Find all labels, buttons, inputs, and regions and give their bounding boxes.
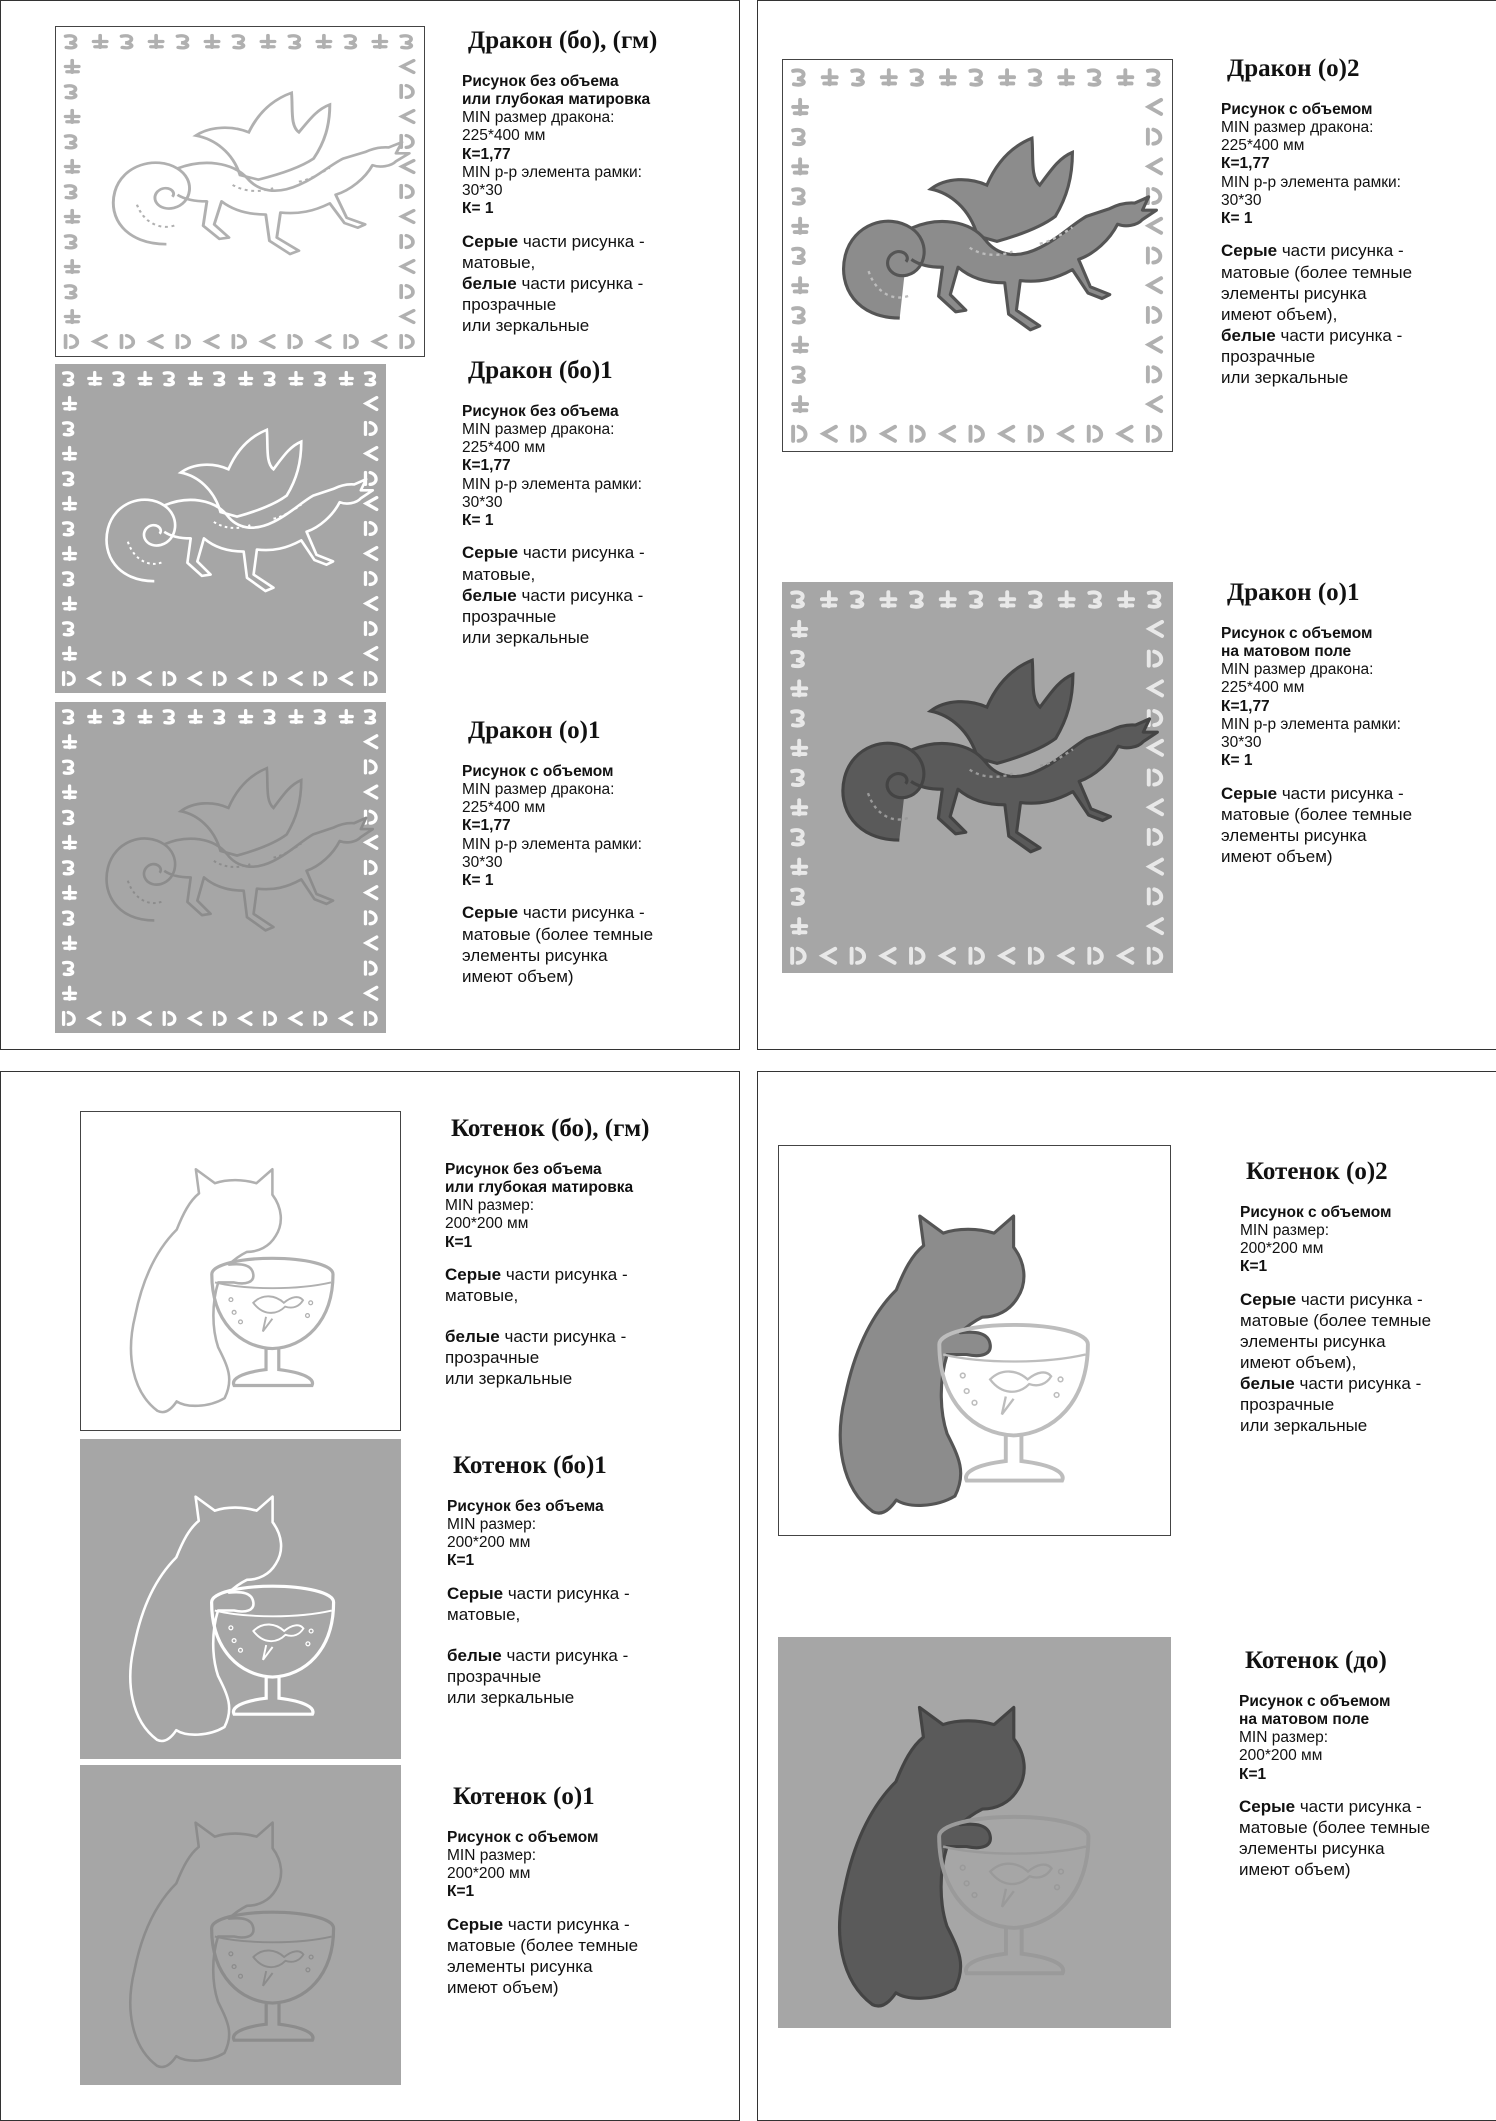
caption-title: Котенок (о)2 xyxy=(1246,1158,1388,1185)
note-line xyxy=(462,606,645,627)
caption-title: Дракон (о)2 xyxy=(1227,55,1360,82)
spec-line: К=1 xyxy=(445,1233,473,1251)
kitten-body xyxy=(130,1823,281,2067)
note-keyword: Серые xyxy=(1221,783,1278,803)
spec-line: MIN р-р элемента рамки: xyxy=(1221,173,1401,191)
note-rest: элементы рисунка xyxy=(1221,283,1367,303)
note-line xyxy=(447,1956,638,1977)
note-line xyxy=(462,902,653,923)
spec-line: К= 1 xyxy=(462,512,494,530)
spec-list xyxy=(1240,1204,1431,1277)
note-rest: части рисунка - xyxy=(518,903,645,923)
note-keyword: Серые xyxy=(1239,1796,1296,1816)
spec-line: MIN р-р элемента рамки: xyxy=(462,835,642,853)
spec-line: Рисунок без объема xyxy=(462,72,619,90)
kitten-drawing xyxy=(778,1637,1171,2028)
dragon-wing xyxy=(181,430,301,517)
kitten-drawing xyxy=(80,1765,401,2085)
note-rest: элементы рисунка xyxy=(1240,1331,1386,1351)
note-line xyxy=(1221,825,1412,846)
spec-line: MIN размер дракона: xyxy=(1221,118,1374,136)
kitten-o2-caption xyxy=(1240,1158,1431,1436)
note-line xyxy=(1221,304,1412,325)
note-line xyxy=(462,231,657,252)
spec-line: MIN размер: xyxy=(1240,1221,1330,1239)
dragon-drawing xyxy=(782,582,1173,973)
note-rest: части рисунка - xyxy=(1277,241,1404,261)
note-line xyxy=(1240,1310,1431,1331)
spec-line: К=1 xyxy=(447,1552,475,1570)
note-rest: части рисунка - xyxy=(501,1264,628,1284)
note-text xyxy=(1240,1289,1431,1437)
note-line xyxy=(1240,1373,1431,1394)
dragon-body xyxy=(107,479,373,591)
note-rest: имеют объем) xyxy=(1221,846,1333,866)
spec-line: Рисунок без объема xyxy=(447,1497,604,1515)
note-rest: части рисунка - xyxy=(1295,1796,1422,1816)
spec-line: Рисунок с объемом xyxy=(1221,624,1373,642)
note-line xyxy=(445,1326,650,1347)
note-rest: матовые (более темные xyxy=(1221,804,1413,824)
note-rest: матовые (более темные xyxy=(1221,262,1413,282)
caption-title: Дракон (о)1 xyxy=(468,717,601,744)
caption-title: Котенок (о)1 xyxy=(453,1783,595,1810)
dragon-o1-matte-caption xyxy=(1221,579,1412,867)
spec-line: MIN размер: xyxy=(447,1846,537,1864)
note-line xyxy=(1221,240,1412,261)
spec-line: К=1 xyxy=(447,1883,475,1901)
spec-line: К=1 xyxy=(1239,1765,1267,1783)
note-rest: матовые, xyxy=(462,564,536,584)
dragon-o1-illustration xyxy=(55,702,386,1033)
note-line xyxy=(447,1687,630,1708)
note-line xyxy=(1239,1859,1430,1880)
spec-line: К= 1 xyxy=(462,200,494,218)
spec-line: 200*200 мм xyxy=(447,1534,531,1552)
note-text xyxy=(445,1264,650,1389)
spec-line: К= 1 xyxy=(1221,210,1253,228)
note-line xyxy=(1221,325,1412,346)
kitten-o1-illustration xyxy=(80,1765,401,2085)
note-rest: части рисунка - xyxy=(503,1914,630,1934)
goldfish xyxy=(253,1296,303,1331)
note-line xyxy=(462,252,657,273)
note-line xyxy=(447,1666,630,1687)
note-rest: части рисунка - xyxy=(501,1645,629,1665)
note-rest: прозрачные xyxy=(1240,1395,1335,1415)
note-rest: части рисунка - xyxy=(518,543,645,563)
note-line xyxy=(462,273,657,294)
spec-line: 30*30 xyxy=(462,182,503,200)
note-line xyxy=(447,1914,638,1935)
note-line xyxy=(447,1645,630,1666)
spec-list xyxy=(1221,101,1412,229)
note-text xyxy=(462,902,653,986)
note-rest: матовые, xyxy=(447,1604,521,1624)
spec-line: MIN р-р элемента рамки: xyxy=(1221,715,1401,733)
spec-line: 225*400 мм xyxy=(462,439,546,457)
note-line xyxy=(447,1977,638,1998)
note-line xyxy=(1240,1352,1431,1373)
note-rest: или зеркальные xyxy=(1240,1416,1368,1436)
note-rest: элементы рисунка xyxy=(1221,825,1367,845)
spec-line: 225*400 мм xyxy=(1221,137,1305,155)
spec-line: 200*200 мм xyxy=(445,1215,529,1233)
ornament-frame xyxy=(64,711,377,1025)
note-line xyxy=(462,945,653,966)
note-rest: прозрачные xyxy=(462,294,557,314)
dragon-drawing xyxy=(783,60,1172,451)
dragon-scales xyxy=(128,844,301,903)
note-rest: прозрачные xyxy=(1221,346,1316,366)
note-line xyxy=(462,966,653,987)
note-keyword: белые xyxy=(445,1327,500,1347)
dragon-bo1-caption xyxy=(462,357,645,648)
spec-line: MIN р-р элемента рамки: xyxy=(462,163,642,181)
spec-line: К=1,77 xyxy=(1221,697,1270,715)
caption-title: Котенок (бо), (гм) xyxy=(451,1115,650,1142)
note-rest: прозрачные xyxy=(447,1666,542,1686)
note-line xyxy=(462,585,645,606)
ornament-frame xyxy=(64,373,377,685)
note-line xyxy=(1221,804,1412,825)
note-rest: части рисунка - xyxy=(1277,783,1404,803)
note-keyword: Серые xyxy=(447,1914,504,1934)
note-rest: или зеркальные xyxy=(462,316,590,336)
note-rest: матовые, xyxy=(445,1285,519,1305)
spec-list xyxy=(447,1498,630,1571)
note-line xyxy=(1239,1796,1430,1817)
note-line xyxy=(445,1264,650,1285)
note-rest: имеют объем), xyxy=(1221,304,1338,324)
note-rest: матовые (более темные xyxy=(1240,1310,1432,1330)
spec-line: на матовом поле xyxy=(1239,1710,1370,1728)
dragon-drawing xyxy=(55,364,386,693)
note-rest: элементы рисунка xyxy=(1239,1839,1385,1859)
note-keyword: Серые xyxy=(1221,241,1278,261)
dragon-o2-illustration xyxy=(782,59,1173,452)
kitten-o2-illustration xyxy=(778,1145,1171,1536)
dragon-wing xyxy=(181,768,301,855)
spec-line: К=1,77 xyxy=(1221,155,1270,173)
kitten-bo1-caption xyxy=(447,1452,630,1708)
spec-line: MIN р-р элемента рамки: xyxy=(462,475,642,493)
kitten-bo-gm-illustration xyxy=(80,1111,401,1431)
spec-list xyxy=(462,73,657,219)
note-text xyxy=(1221,240,1412,388)
spec-line: К=1,77 xyxy=(462,817,511,835)
dragon-o1-caption xyxy=(462,717,653,987)
fishbowl xyxy=(212,1258,333,1385)
note-line xyxy=(1240,1289,1431,1310)
caption-title: Дракон (бо), (гм) xyxy=(468,27,658,54)
note-line xyxy=(462,315,657,336)
note-rest: части рисунка - xyxy=(503,1583,630,1603)
note-line xyxy=(462,627,645,648)
spec-line: 200*200 мм xyxy=(1239,1747,1323,1765)
kitten-o1-caption xyxy=(447,1783,638,1998)
spec-line: 200*200 мм xyxy=(1240,1240,1324,1258)
spec-line: 30*30 xyxy=(462,853,503,871)
dragon-sheet-left xyxy=(0,0,740,1050)
spec-line: MIN размер: xyxy=(447,1515,537,1533)
dragon-o1-matte-illustration xyxy=(782,582,1173,973)
note-line xyxy=(462,542,645,563)
dragon-drawing xyxy=(56,27,424,356)
kitten-drawing xyxy=(779,1146,1170,1535)
note-line xyxy=(462,924,653,945)
kitten-body xyxy=(840,1707,1025,2006)
note-line xyxy=(462,294,657,315)
note-rest: имеют объем) xyxy=(447,1977,559,1997)
dragon-drawing xyxy=(55,702,386,1033)
note-text xyxy=(447,1914,638,1998)
kitten-do-illustration xyxy=(778,1637,1171,2028)
caption-title: Дракон (бо)1 xyxy=(468,357,613,384)
kitten-body xyxy=(130,1497,281,1741)
note-rest: части рисунка - xyxy=(516,273,644,293)
fishbowl xyxy=(212,1912,334,2040)
note-line xyxy=(1221,283,1412,304)
note-rest: или зеркальные xyxy=(447,1687,575,1707)
fishbowl xyxy=(212,1586,334,1714)
caption-title: Дракон (о)1 xyxy=(1227,579,1360,606)
note-keyword: белые xyxy=(462,585,517,605)
spec-line: К=1 xyxy=(1240,1258,1268,1276)
kitten-body xyxy=(131,1169,281,1412)
note-rest: или зеркальные xyxy=(445,1369,573,1389)
spec-line: или глубокая матировка xyxy=(462,90,651,108)
dragon-wing xyxy=(196,93,330,180)
spec-list xyxy=(1239,1693,1430,1784)
note-line xyxy=(1239,1838,1430,1859)
note-text xyxy=(1239,1796,1430,1880)
note-rest: части рисунка - xyxy=(1294,1373,1422,1393)
note-rest: части рисунка - xyxy=(1296,1289,1423,1309)
goldfish xyxy=(253,1625,303,1660)
spec-line: MIN размер дракона: xyxy=(462,420,615,438)
dragon-bo-gm-caption xyxy=(462,27,657,336)
note-line xyxy=(462,564,645,585)
note-rest: матовые (более темные xyxy=(462,924,654,944)
spec-line: MIN размер дракона: xyxy=(462,780,615,798)
note-keyword: белые xyxy=(1240,1373,1295,1393)
ornament-frame xyxy=(66,36,414,348)
note-rest: части рисунка - xyxy=(499,1327,627,1347)
spec-line: 225*400 мм xyxy=(1221,679,1305,697)
note-line xyxy=(1239,1817,1430,1838)
spec-line: MIN размер дракона: xyxy=(1221,661,1374,679)
spec-line: на матовом поле xyxy=(1221,642,1352,660)
note-line xyxy=(447,1583,630,1604)
note-line xyxy=(445,1285,650,1306)
kitten-do-caption xyxy=(1239,1647,1430,1880)
spec-line: К= 1 xyxy=(1221,752,1253,770)
caption-title: Котенок (бо)1 xyxy=(453,1452,607,1479)
note-keyword: белые xyxy=(462,273,517,293)
note-text xyxy=(1221,783,1412,867)
note-rest: имеют объем) xyxy=(1239,1860,1351,1880)
spec-line: Рисунок без объема xyxy=(462,402,619,420)
note-gap xyxy=(445,1306,650,1326)
spec-line: MIN размер: xyxy=(445,1197,535,1215)
note-line xyxy=(1221,367,1412,388)
note-text xyxy=(447,1583,630,1708)
note-keyword: Серые xyxy=(447,1583,504,1603)
kitten-drawing xyxy=(80,1439,401,1759)
dragon-body xyxy=(107,818,373,931)
note-rest: прозрачные xyxy=(445,1348,540,1368)
note-keyword: Серые xyxy=(1240,1289,1297,1309)
note-keyword: Серые xyxy=(462,903,519,923)
dragon-scales xyxy=(128,505,301,564)
note-keyword: Серые xyxy=(445,1264,502,1284)
note-rest: матовые, xyxy=(462,252,536,272)
spec-line: 30*30 xyxy=(1221,734,1262,752)
note-rest: матовые (более темные xyxy=(447,1935,639,1955)
kitten-drawing xyxy=(81,1112,400,1430)
note-rest: или зеркальные xyxy=(462,627,590,647)
note-keyword: белые xyxy=(1221,325,1276,345)
note-keyword: Серые xyxy=(462,231,519,251)
spec-line: или глубокая матировка xyxy=(445,1178,634,1196)
dragon-o2-caption xyxy=(1221,55,1412,388)
note-line xyxy=(1221,846,1412,867)
kitten-bo-gm-caption xyxy=(445,1115,650,1389)
spec-list xyxy=(1221,625,1412,771)
note-line xyxy=(447,1935,638,1956)
spec-line: Рисунок с объемом xyxy=(1221,100,1373,118)
dragon-bo1-illustration xyxy=(55,364,386,693)
dragon-body xyxy=(113,142,409,254)
spec-line: Рисунок с объемом xyxy=(447,1828,599,1846)
spec-line: 225*400 мм xyxy=(462,799,546,817)
note-rest: имеют объем) xyxy=(462,966,574,986)
note-gap xyxy=(447,1625,630,1645)
spec-line: MIN размер дракона: xyxy=(462,109,615,127)
spec-line: Рисунок с объемом xyxy=(1239,1692,1391,1710)
note-keyword: Серые xyxy=(462,543,519,563)
note-line xyxy=(1240,1394,1431,1415)
note-line xyxy=(1221,262,1412,283)
note-rest: прозрачные xyxy=(462,606,557,626)
kitten-sheet-right xyxy=(757,1071,1496,2121)
note-rest: части рисунка - xyxy=(516,585,644,605)
kitten-sheet-left xyxy=(0,1071,740,2121)
note-line xyxy=(1221,783,1412,804)
note-line xyxy=(445,1368,650,1389)
note-rest: части рисунка - xyxy=(518,231,645,251)
note-line xyxy=(447,1604,630,1625)
spec-line: 225*400 мм xyxy=(462,127,546,145)
spec-line: К=1,77 xyxy=(462,457,511,475)
spec-line: MIN размер: xyxy=(1239,1729,1329,1747)
goldfish xyxy=(990,1864,1051,1907)
note-text xyxy=(462,542,645,647)
note-rest: матовые (более темные xyxy=(1239,1817,1431,1837)
spec-line: К=1,77 xyxy=(462,145,511,163)
note-rest: имеют объем), xyxy=(1240,1352,1357,1372)
caption-title: Котенок (до) xyxy=(1245,1647,1387,1674)
kitten-body xyxy=(840,1216,1024,1513)
note-rest: элементы рисунка xyxy=(447,1956,593,1976)
spec-line: Рисунок без объема xyxy=(445,1160,602,1178)
goldfish xyxy=(990,1371,1051,1414)
note-line xyxy=(1240,1415,1431,1436)
spec-line: Рисунок с объемом xyxy=(462,762,614,780)
spec-list xyxy=(447,1829,638,1902)
goldfish xyxy=(253,1951,303,1986)
spec-list xyxy=(462,763,653,891)
spec-list xyxy=(462,403,645,531)
note-rest: части рисунка - xyxy=(1275,325,1403,345)
note-line xyxy=(445,1347,650,1368)
spec-line: 30*30 xyxy=(462,493,503,511)
note-keyword: белые xyxy=(447,1645,502,1665)
dragon-bo-gm-illustration xyxy=(55,26,425,357)
spec-line: 200*200 мм xyxy=(447,1865,531,1883)
spec-line: Рисунок с объемом xyxy=(1240,1203,1392,1221)
kitten-bo1-illustration xyxy=(80,1439,401,1759)
note-rest: элементы рисунка xyxy=(462,945,608,965)
spec-list xyxy=(445,1161,650,1252)
spec-line: К= 1 xyxy=(462,872,494,890)
note-rest: или зеркальные xyxy=(1221,367,1349,387)
dragon-sheet-right xyxy=(757,0,1496,1050)
spec-line: 30*30 xyxy=(1221,191,1262,209)
dragon-scales xyxy=(137,168,330,227)
note-line xyxy=(1240,1331,1431,1352)
note-line xyxy=(1221,346,1412,367)
note-text xyxy=(462,231,657,336)
